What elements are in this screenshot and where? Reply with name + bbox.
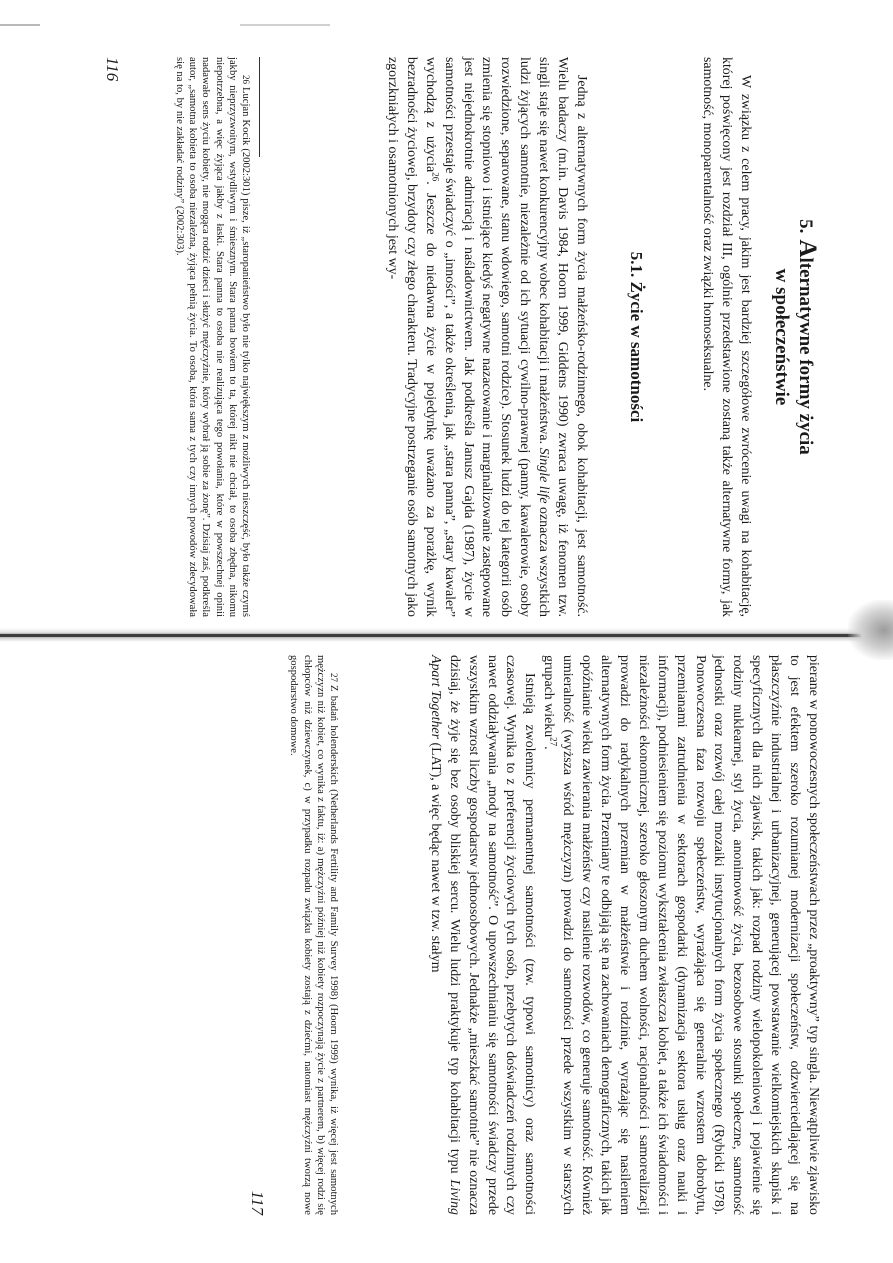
scan-smudge: [848, 600, 893, 660]
chapter-title: [769, 57, 822, 617]
paragraph-text: (LAT), a więc będąc nawet w tzw. stałym: [427, 742, 443, 973]
italic-term: Living Apart Together: [427, 655, 462, 1215]
footnote: [287, 655, 340, 1215]
left-page: [0, 57, 822, 617]
right-page: [0, 655, 822, 1215]
body-paragraph: [425, 655, 538, 1215]
body-paragraph: [382, 57, 590, 617]
paragraph-text: Jedną z alternatywnych form życia małżeńsko-rodzinnego, obok kohabitacji, jest samotność. Wielu badaczy (m.in. Davis 1984, Hoorn 1999, Giddens 1990) zwraca uwagę, iż fenomen tzw. singli staje się nawet konkurencyjny wobec kohabitacji i małżeństwa.: [536, 57, 589, 617]
page-number: 116: [103, 57, 122, 82]
footnote-text: Lucjan Kocik (2002:301) pisze, iż „staropanieństwo było nie tylko największym z możliwych nieszczęść, było także czymś jakby nieprzyzwoitym, wstydliwym i śmiesznym. Stara panna bowiem to ta, której nikt nie chciał, to osoba zbędna, nikomu niepotrzebna, a więc żyjąca jakby z łaski. Stara panna to osoba nie realizująca tego powołania, które w powszechnej opinii nadawało sens życiu kobiety, nie mogąca rodzić dzieci i służyć mężczyźnie, który wybrał ją sobie za żonę”. Dzisiaj zaś, podkreśla autor, „samotna kobieta to osoba niezależna, żyjąca pełnią życia. To osoba, która sama z tych czy innych powodów zdecydowała się na to, by nie zakładać rodziny” (2002:303).: [173, 57, 251, 617]
footnote-number: 27: [329, 673, 339, 682]
footnote-reference: 26: [430, 172, 441, 182]
footnote-number: 26: [241, 75, 251, 84]
page-number: 117: [248, 1190, 267, 1215]
paragraph-text: .: [541, 746, 557, 750]
section-title: 5.1. Życie w samotności: [627, 251, 646, 423]
chapter-number: 5.: [795, 219, 816, 234]
chapter-title-text: lternatywne formy życia: [795, 257, 816, 455]
footnote: [173, 57, 252, 617]
footnote-text: Z badań holenderskich (Netherlands Fertility and Family Survey 1998) (Hoorn 1999) wynika, iż więcej jest samotnych mężczyzn niż kobiet, co wynika z faktu, iż: a) mężczyźni później niż kobiety rozpoczynają życie z partnerem, b) więcej rodzi się chłopców niż dziewczynek, c) w przypadku rozpadu związku kobiety zostają z dziećmi, natomiast mężczyźni tworzą nowe gospodarstwo domowe.: [288, 655, 339, 1215]
footnote-reference: 27: [548, 737, 559, 747]
chapter-title-line2: w społeczeństwie: [771, 268, 792, 406]
italic-term: Single life: [536, 447, 552, 504]
chapter-title-initial: A: [794, 239, 821, 258]
book-spine-line: [0, 634, 893, 637]
paragraph-text: . Jeszcze do niedawna życie w pojedynkę uważano za porażkę, wynik bezradności życiowej, brzydoty czy złego charakteru. Tradycyjne postrzeganie osób samotnych jako zgorzkniałych i osamotnionych jest wy-: [384, 57, 438, 618]
intro-paragraph: W związku z celem pracy, jakim jest bardziej szczegółowe zwrócenie uwagi na kohabitację, której poświęcony jest rozdział III, ogólnie przedstawione zostaną także alternatywne formy, jak samotność, monoparentalność oraz związki homoseksualne.: [700, 57, 753, 617]
body-paragraph: [538, 655, 822, 1215]
scan-mark: [0, 24, 40, 26]
paragraph-text: oznacza wszystkich ludzi żyjących samotnie, niezależnie od ich sytuacji cywilno-prawnej (panny, kawalerowie, osoby rozwiedzione, separowane, stanu wdowiego, samotni rodzice). Stosunek ludzi do tej kategorii osób zmienia się stopniowo i istniejące kiedyś negatywne nazacowanie i marginalizowanie zastępowane jest niejednokrotnie admiracją i naśladownictwem. Jak podkreśla Janusz Gajda (1987), życie w samotności przestaje świadczyć o „inności”, a także określenia, jak „stara panna”, „stary kawaler” wychodzą z użycia: [422, 57, 552, 617]
paragraph-text: pierane w ponowoczesnych społeczeństwach przez „proaktywny” typ singla. Niewątpliwie zjawisko to jest efektem szeroko rozumianej modernizacji społeczeństw, odzwierciedlającej się na płaszczyźnie industrialnej i urbanizacyjnej, generującej powstawanie wielkomiejskich skupisk i specyficznych dla nich zjawisk, takich jak: rozpad rodziny wielopokoleniowej i pojawienie się rodziny nuklearnej, styl życia, anonimowość życia, bezosobowe stosunki społeczne, samotność jednostki oraz rozwój całej mozaiki instytucjonalnych form życia społecznego (Rybicki 1978). Ponowoczesna faza rozwoju społeczeństw, wyrażająca się generalnie wzrostem dobrobytu, przemianami zatrudnienia w sektorach gospodarki (dynamizacja sektora usług oraz nauki i informacji), podniesieniem się poziomu wykształcenia zwłaszcza kobiet, a także ich świadomości i niezależności ekonomicznej, szeroko głoszonym duchem wolności, racjonalności i samorealizacji prowadzi do radykalnych przemian w małżeństwie i rodzinie, wyrażając się nasileniem alternatywnych form życia. Przemiany te odbijają się na zachowaniach demograficznych, takich jak opóźnianie wieku zawierania małżeństw czy nasilenie rozwodów, co generuje samotność. Również umieralność (wyższa wśród mężczyzn) prowadzi do samotności przede wszystkim w starszych grupach wieku: [541, 655, 821, 1215]
footnote-divider: [259, 57, 260, 157]
scan-mark: [240, 24, 330, 26]
paragraph-text: Istnieją zwolennicy permanentnej samotności (tzw. typowi samotnicy) oraz samotności czasowej. Wynika to z preferencji życiowych tych osób, przebytych doświadczeń rodzinnych czy nawet oddziaływania „mody na samotność”. O upowszechnianiu się samotności świadczy przede wszystkim wzrost liczby gospodarstw jednoosobowych. Jednakże „mieszkać samotnie” nie oznacza dzisiaj, że żyje się bez osoby bliskiej sercu. Wielu ludzi praktykuje typ kohabitacji typu: [446, 655, 538, 1215]
